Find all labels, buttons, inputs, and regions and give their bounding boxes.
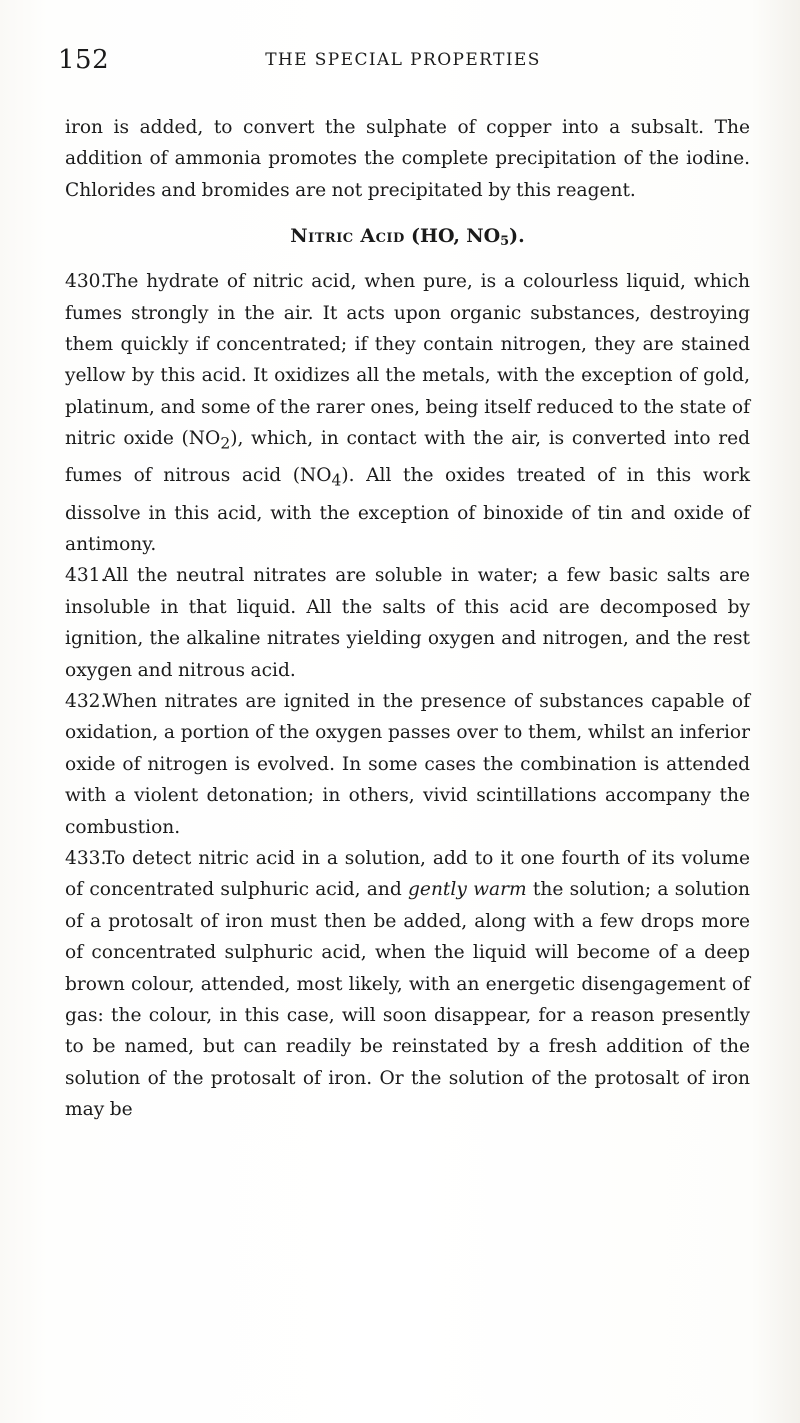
- nitrous-acid-subscript: 4: [331, 472, 342, 491]
- paragraph-433: 433.To detect nitric acid in a solution, add to it one fourth of its volume of concentrated sulphuric acid, and gently warm the solution; a solution of a protosalt of iron must then be added, along with a few drops more of concentrated sulphuric acid, when the liquid will become of a deep brown colour, attended, most likely, with an energetic disengagement of gas: the colour, in this case, will soon disappear, for a reason presently to be named, but can readily be reinstated by a fresh addition of the solution of the protosalt of iron. Or the solution of the protosalt of iron may be: [65, 843, 750, 1126]
- paragraph-432: 432.When nitrates are ignited in the presence of substances capable of oxidation, a portion of the oxygen passes over to them, whilst an inferior oxide of nitrogen is evolved. In some cases the combination is attended with a violent detonation; in others, vivid scintillations accompany the combustion.: [65, 686, 750, 843]
- section-formula: (HO, $NO_5$).: [411, 225, 525, 250]
- running-title: THE SPECIAL PROPERTIES: [265, 50, 541, 70]
- page-number: 152: [58, 45, 110, 75]
- paragraph-number: 433.: [65, 847, 107, 869]
- nitric-oxide-subscript: 2: [220, 434, 231, 453]
- gently-warm-emphasis: gently warm: [408, 879, 527, 901]
- page-header: [58, 44, 748, 80]
- section-title: Nitric Acid: [290, 225, 405, 248]
- paragraph-number: 432.: [65, 690, 107, 712]
- page-content: [65, 112, 750, 1126]
- paragraph-number: 431.: [65, 565, 107, 587]
- paragraph-430: 430.The hydrate of nitric acid, when pure, is a colourless liquid, which fumes strongly in the air. It acts upon organic substances, destroying them quickly if concentrated; if they contain nitrogen, they are stained yellow by this acid. It oxidizes all the metals, with the exception of gold, platinum, and some of the rarer ones, being itself reduced to the state of nitric oxide $(NO_2)$, which, in contact with the air, is converted into red fumes of nitrous acid $(NO_4)$. All the oxides treated of in this work dissolve in this acid, with the exception of binoxide of tin and oxide of antimony.: [65, 266, 750, 560]
- paragraph-431: 431.All the neutral nitrates are soluble in water; a few basic salts are insoluble in that liquid. All the salts of this acid are decomposed by ignition, the alkaline nitrates yielding oxygen and nitrogen, and the rest oxygen and nitrous acid.: [65, 560, 750, 686]
- opening-paragraph: iron is added, to convert the sulphate of copper into a subsalt. The addition of ammonia promotes the complete precipitation of the iodine. Chlorides and bromides are not precipitated by this reagent.: [65, 117, 750, 201]
- paragraph-number: 430.: [65, 271, 107, 293]
- nitric-acid-heading: [65, 221, 750, 252]
